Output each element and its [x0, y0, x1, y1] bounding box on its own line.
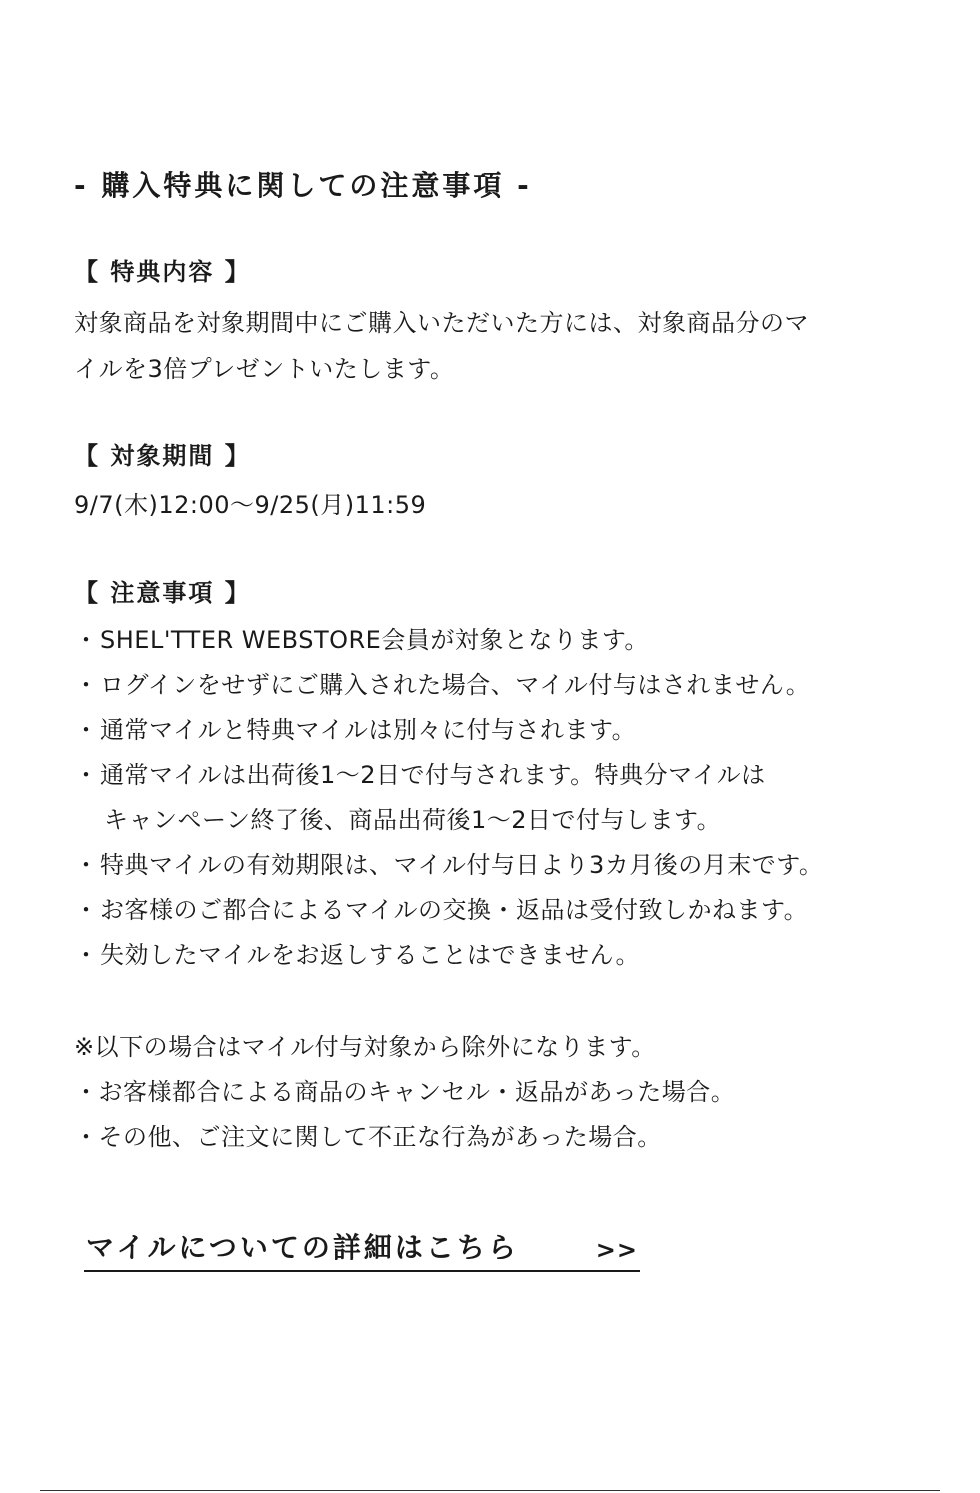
bullet: ・	[74, 626, 99, 654]
note-item	[74, 933, 823, 978]
note-item	[74, 663, 823, 708]
benefit-line-1: 対象商品を対象期間中にご購入いただいた方には、対象商品分のマ	[74, 309, 809, 337]
note-text: 通常マイルと特典マイルは別々に付与されます。	[100, 716, 637, 744]
note-text: 特典マイルの有効期限は、マイル付与日より3カ月後の月末です。	[100, 851, 824, 879]
note-text: 失効したマイルをお返しすることはできません。	[100, 941, 640, 969]
note-text: 通常マイルは出荷後1〜2日で付与されます。特典分マイルは	[100, 761, 766, 789]
note-item	[74, 753, 823, 843]
notes-list	[74, 618, 823, 978]
period-text: 9/7(木)12:00〜9/25(月)11:59	[74, 491, 427, 519]
footer-divider	[40, 1490, 940, 1491]
exclusion-block	[74, 1025, 735, 1160]
note-text: ログインをせずにご購入された場合、マイル付与はされません。	[100, 671, 811, 699]
bullet: ・	[74, 671, 99, 699]
double-chevron-right-icon: >>	[595, 1236, 638, 1264]
note-text: SHEL'TTER WEBSTORE会員が対象となります。	[100, 626, 649, 654]
mile-details-link-label: マイルについての詳細はこちら	[86, 1231, 519, 1264]
exclusion-item: ・その他、ご注文に関して不正な行為があった場合。	[74, 1123, 662, 1151]
note-item	[74, 708, 823, 753]
note-text: お客様のご都合によるマイルの交換・返品は受付致しかねます。	[100, 896, 809, 924]
benefit-description	[74, 300, 809, 392]
page-title: - 購入特典に関しての注意事項 -	[74, 169, 532, 202]
note-item	[74, 888, 823, 933]
period-heading: 【 対象期間 】	[74, 442, 251, 470]
note-text-continued: キャンペーン終了後、商品出荷後1〜2日で付与します。	[104, 806, 722, 834]
bullet: ・	[74, 896, 99, 924]
note-item	[74, 843, 823, 888]
bullet: ・	[74, 851, 99, 879]
benefit-line-2: イルを3倍プレゼントいたします。	[74, 355, 455, 383]
mile-details-link[interactable]	[84, 1228, 640, 1272]
benefit-heading: 【 特典内容 】	[74, 258, 251, 286]
note-item	[74, 618, 823, 663]
exclusion-intro: ※以下の場合はマイル付与対象から除外になります。	[74, 1033, 656, 1061]
bullet: ・	[74, 941, 99, 969]
bullet: ・	[74, 716, 99, 744]
notes-heading: 【 注意事項 】	[74, 579, 251, 607]
bullet: ・	[74, 761, 99, 789]
exclusion-item: ・お客様都合による商品のキャンセル・返品があった場合。	[74, 1078, 736, 1106]
